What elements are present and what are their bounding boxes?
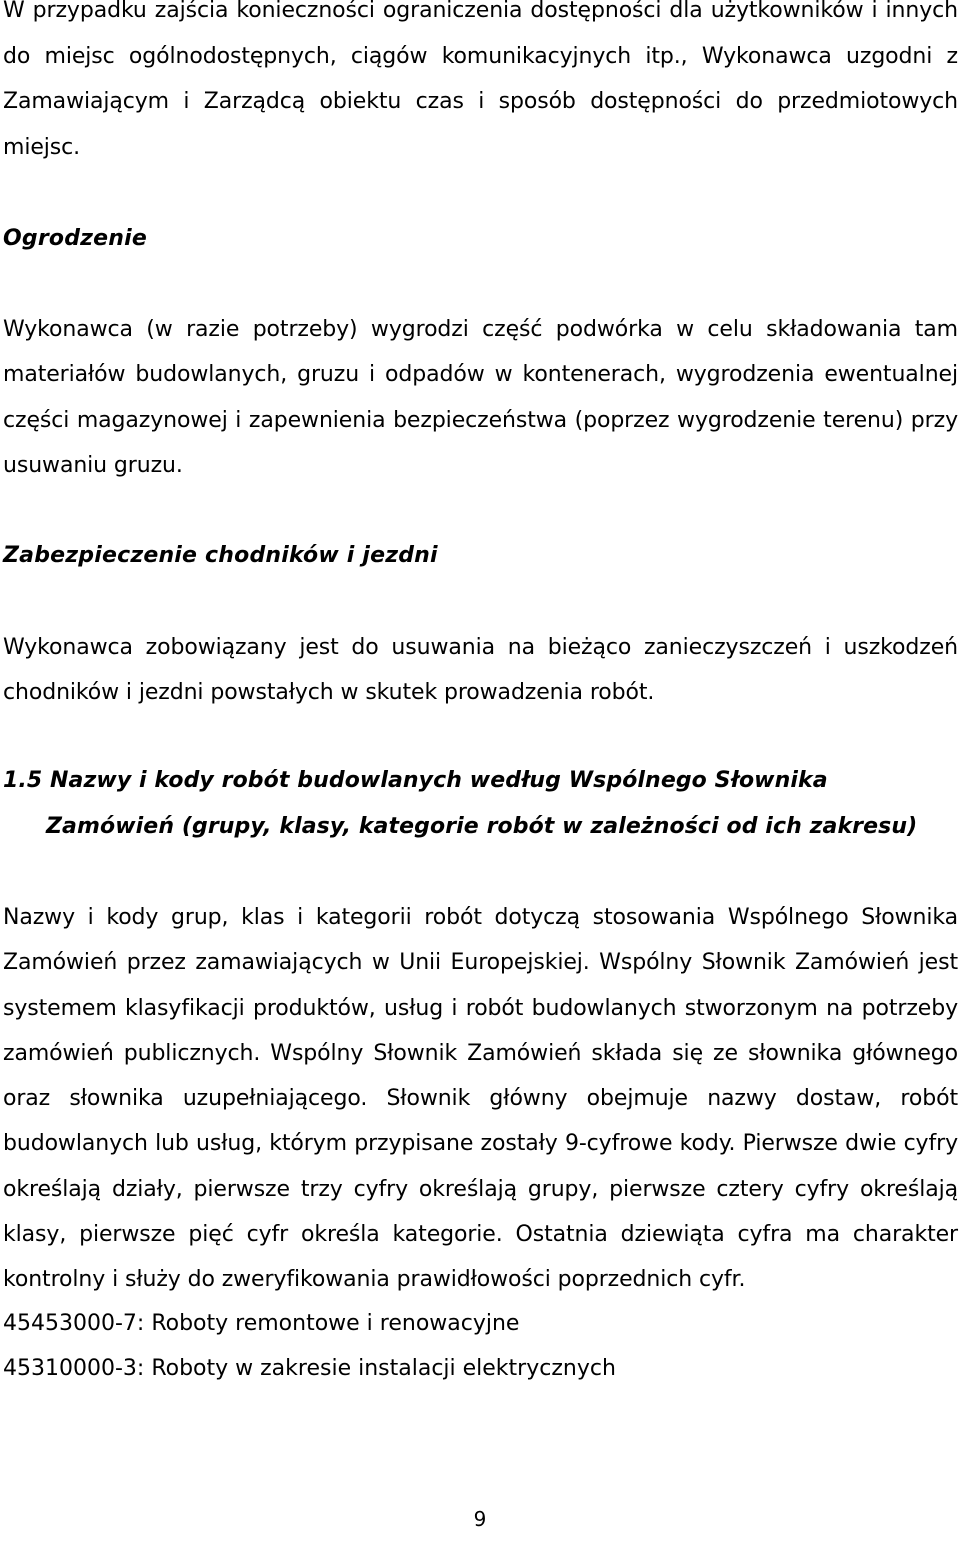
sidewalk-paragraph: Wykonawca zobowiązany jest do usuwania na bieżąco zanieczyszczeń i uszkodzeń chodników i jezdni powstałych w skutek prowadzenia robót. bbox=[3, 635, 958, 706]
fence-heading: Ogrodzenie bbox=[3, 226, 148, 251]
section-heading-line1: 1.5 Nazwy i kody robót budowlanych według Wspólnego Słownika bbox=[3, 768, 828, 793]
fence-paragraph: Wykonawca (w razie potrzeby) wygrodzi część podwórka w celu składowania tam materiałów budowlanych, gruzu i odpadów w kontenerach, wygrodzenia ewentualnej części magazynowej i zapewnienia bezpieczeństwa (poprzez wygrodzenie terenu) przy usuwaniu gruzu. bbox=[3, 317, 958, 478]
intro-paragraph: W przypadku zajścia konieczności ograniczenia dostępności dla użytkowników i innych do miejsc ogólnodostępnych, ciągów komunikacyjnych itp., Wykonawca uzgodni z Zamawiającym i Zarządcą obiektu czas i sposób dostępności do przedmiotowych miejsc. bbox=[3, 0, 958, 160]
page-number: 9 bbox=[473, 1507, 487, 1531]
code-item: 45453000-7: Roboty remontowe i renowacyjne bbox=[3, 1311, 520, 1336]
section-heading bbox=[3, 758, 958, 850]
sidewalk-heading: Zabezpieczenie chodników i jezdni bbox=[3, 543, 438, 568]
section-heading-line2: Zamówień (grupy, klasy, kategorie robót w zależności od ich zakresu) bbox=[46, 814, 918, 839]
section-paragraph: Nazwy i kody grup, klas i kategorii robót dotyczą stosowania Wspólnego Słownika Zamówień przez zamawiających w Unii Europejskiej. Wspólny Słownik Zamówień jest systemem klasyfikacji produktów, usług i robót budowlanych stworzonym na potrzeby zamówień publicznych. Wspólny Słownik Zamówień składa się ze słownika głównego oraz słownika uzupełniającego. Słownik główny obejmuje nazwy dostaw, robót budowlanych lub usług, którym przypisane zostały 9-cyfrowe kody. Pierwsze dwie cyfry określają działy, pierwsze trzy cyfry określają grupy, pierwsze cztery cyfry określają klasy, pierwsze pięć cyfr określa kategorie. Ostatnia dziewiąta cyfra ma charakter kontrolny i służy do zweryfikowania prawidłowości poprzednich cyfr. bbox=[3, 905, 958, 1293]
code-item: 45310000-3: Roboty w zakresie instalacji elektrycznych bbox=[3, 1356, 616, 1381]
